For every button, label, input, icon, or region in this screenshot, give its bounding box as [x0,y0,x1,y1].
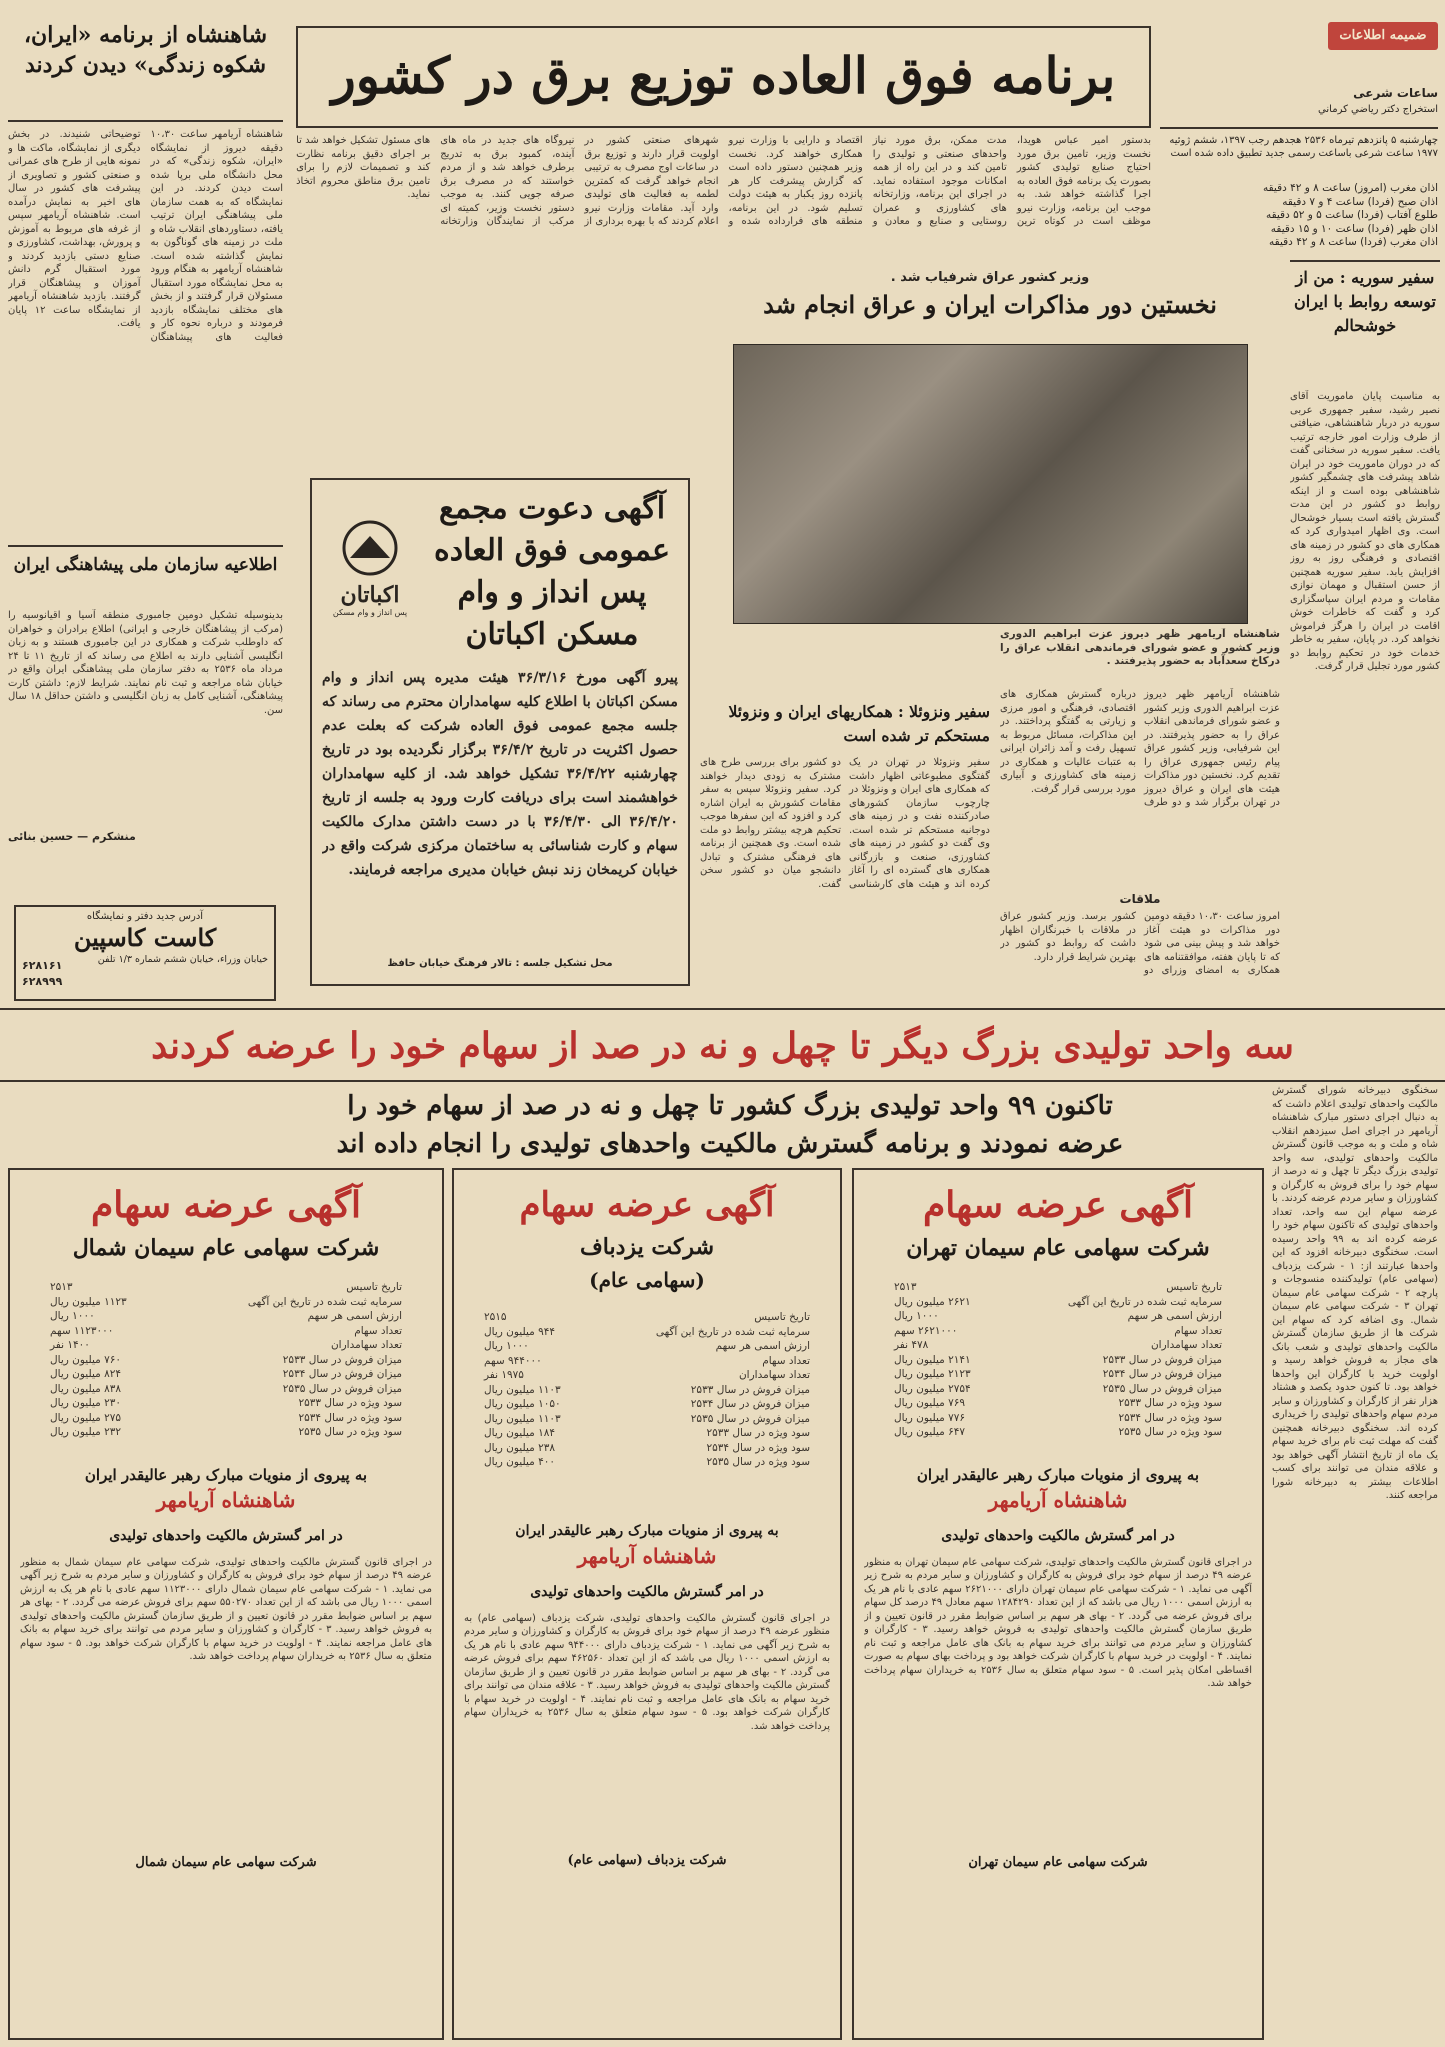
share-table-value: ۱۴۰۰ نفر [50,1339,90,1351]
share-table-value: ۲۵۱۵ [484,1311,507,1323]
caspian-phone1: ۶۲۸۱۶۱ [22,959,63,972]
share-table-value: ۶۴۷ میلیون ریال [894,1426,965,1438]
share-table-row [894,1280,1222,1295]
share-table-row [50,1411,402,1426]
share-table-row [894,1309,1222,1324]
share-ad-yazdbaf-company: شرکت یزدباف [580,1234,714,1260]
shah-visit-headline-text: شاهنشاه از برنامه «ایران، شکوه زندگی» دیدن کردند [23,22,268,78]
share-table-label: میزان فروش در سال ۲۵۳۵ [690,1412,810,1425]
banner-subline1: تاکنون ۹۹ واحد تولیدی بزرگ کشور تا چهل و نه در صد از سهام خود را [347,1091,1113,1121]
share-table-value: ۴۰۰ میلیون ریال [484,1456,555,1468]
caspian-address: خیابان وزراء، خیابان ششم شماره ۱/۳ تلفن [97,954,268,965]
share-ad-tehran-company: شرکت سهامی عام سیمان تهران [906,1235,1210,1261]
iraq-body2: امروز ساعت ۱۰،۳۰ دقیقه دومین دور مذاکرات دو هیئت آغاز خواهد شد و پیش بینی می شود که تا پایان هفته، موافقتنامه های همکاری به امضای وزرای دو کشور برسد. وزیر کشور عراق در ملاقات با خبرنگاران اظهار داشت که روابط دو کشور در بهترین شرایط قرار دارد. [1000,911,1280,976]
share-ad-tehran-sub: در امر گسترش مالکیت واحدهای تولیدی [941,1527,1175,1544]
top-left-story [8,20,283,540]
maskan-body: پیرو آگهی مورخ ۳۶/۳/۱۶ هیئت مدیره پس انداز و وام مسکن اکباتان با اطلاع کلیه سهامداران محترم می رساند که جلسه مجمع عمومی فوق العاده شرکت که بعلت عدم حصول اکثریت در تاریخ ۳۶/۴/۲ برگزار نگردیده بود در تاریخ چهارشنبه ۳۶/۴/۲۲ تشکیل خواهد شد. از کلیه سهامداران خواهشمند است برای دریافت کارت ورود به جلسه از تاریخ ۳۶/۴/۲۰ الی ۳۶/۴/۳۰ با در دست داشتن مدارک مالکیت سهام و کارت شناسائی به ساختمان مرکزی شرکت واقع در خیابان کریمخان زند نبش خیابان مدیری مراجعه فرمایند. [322,670,678,878]
share-table-label: سود ویژه در سال ۲۵۳۵ [1118,1426,1222,1438]
share-table-row [484,1426,810,1441]
shah-visit-body: شاهنشاه آریامهر ساعت ۱۰،۳۰ دقیقه دیروز از نمایشگاه «ایران، شکوه زندگی» که در محل دانشگاه ملی برپا شده است دیدن کردند. در این نمایشگاه که به همت سازمان ملی پیشاهنگی ایران ترتیب یافته، دستاوردهای انقلاب شاه و ملت در زمینه های گوناگون به نمایش گذاشته شده است. شاهنشاه آریامهر به هنگام ورود به محل نمایشگاه مورد استقبال مسئولان قرار گرفتند و از بخش های مختلف نمایشگاه بازدید فرمودند و درباره نحوه کار و فعالیت های پیشاهنگان توضیحاتی شنیدند. در بخش دیگری از نمایشگاه، ماکت ها و نمونه هایی از طرح های عمرانی و صنعتی کشور و تصاویری از پیشرفت های کشور در سال های اخیر به نمایش درآمده است. شاهنشاه آریامهر سپس از غرفه های مربوط به آموزش و پرورش، بهداشت، کشاورزی و صنایع دستی بازدید کردند و مورد استقبال گرم دانش آموزان و پیشاهنگان قرار گرفتند. بازدید شاهنشاه آریامهر از نمایشگاه ساعت ۱۲ پایان یافت. [8,129,283,343]
share-ad-tehran-pre: به پیروی از منویات مبارک رهبر عالیقدر ایران [916,1465,1200,1484]
share-table-row [484,1310,810,1325]
maskan-logo-icon [320,518,420,578]
syria-story [1290,260,1440,1000]
share-ad-yazdbaf-pre: به پیروی از منویات مبارک رهبر عالیقدر ایران [515,1522,779,1539]
caspian-small: آدرس جدید دفتر و نمایشگاه [86,911,204,922]
iraq-body: شاهنشاه آریامهر ظهر دیروز عزت ابراهیم الدوری وزیر کشور و عضو شورای فرماندهی انقلاب عراق را به حضور پذیرفتند. در این شرفیابی، وزیر کشور عراق پیام رئیس جمهوری عراق را تقدیم کرد. نخستین دور مذاکرات هیئت های ایران و عراق دیروز در تهران برگزار شد و دو طرف درباره گسترش همکاری های اقتصادی، فرهنگی و امور مرزی و زیارتی به گفتگو پرداختند. در این مذاکرات، مسائل مربوط به تسهیل رفت و آمد زائران ایرانی به عتبات عالیات و همکاری در زمینه های کشاورزی و آبیاری مورد بررسی قرار گرفت. [1000,689,1280,808]
caspian-phone2: ۶۲۸۹۹۹ [22,975,63,988]
share-table-label: میزان فروش در سال ۲۵۳۳ [690,1383,810,1396]
share-table-label: میزان فروش در سال ۲۵۳۵ [282,1382,402,1395]
share-ad-shomal-company: شرکت سهامی عام سیمان شمال [72,1235,380,1261]
masthead-subtitle: ساعات شرعی [1353,86,1438,100]
iraq-subhead: ملاقات [1119,892,1161,906]
share-table-label: تاریخ تاسیس [754,1311,810,1323]
share-table-row [894,1425,1222,1440]
syria-headline: سفیر سوریه : من از توسعه روابط با ایران خوشحالم [1294,268,1436,335]
masthead-subnote: استخراج دکتر رياضي كرماني [1318,104,1438,115]
share-table-row [894,1324,1222,1339]
share-ad-tehran-signature: شرکت سهامی عام سیمان تهران [968,1854,1148,1870]
share-ad-yazdbaf-company2: (سهامی عام) [589,1268,705,1292]
banner-headline: سه واحد تولیدی بزرگ دیگر تا چهل و نه در صد از سهام خود را عرضه کردند [151,1025,1294,1067]
share-ad-shomal [8,1168,444,2040]
syria-body: به مناسبت پایان ماموریت آقای نصیر رشید، سفیر جمهوری عربی سوریه در دربار شاهنشاهی، ضیافتی از طرف وزارت امور خارجه ترتیب یافت. سفیر سوریه در سخنانی گفت که در دوران ماموریت خود در ایران شاهد پیشرفت های چشمگیر کشور شاهنشاهی بوده است و از اینکه روابط دو کشور در این مدت گسترش یافته است بسیار خوشحال است. وی اظهار امیدواری کرد که همکاری های دو کشور در زمینه های اقتصادی و فرهنگی روز به روز افزایش یابد. سفیر سوریه همچنین از حسن استقبال و مهمان نوازی مقامات و مردم ایران سپاسگزاری کرد و گفت که خاطرات خوش اقامت در ایران را هرگز فراموش نخواهد کرد. در پایان، سفیر به خاطر خدمات خود در تحکیم روابط دو کشور مورد تجلیل قرار گرفت. [1290,391,1440,672]
share-table-row [894,1382,1222,1397]
share-table-value: ۴۷۸ نفر [894,1339,929,1351]
share-table-label: سرمایه ثبت شده در تاریخ این آگهی [247,1295,402,1308]
share-table-label: سود ویژه در سال ۲۵۳۳ [1118,1397,1222,1409]
prayer-time-line: اذان صبح (فردا) ساعت ۴ و ۷ دقیقه [1282,195,1438,208]
share-table-label: میزان فروش در سال ۲۵۳۴ [1102,1368,1222,1380]
share-table-label: میزان فروش در سال ۲۵۳۵ [1102,1382,1222,1395]
share-table-value: ۲۶۲۱۰۰۰ سهم [894,1324,958,1337]
share-table-value: ۲۱۴۱ میلیون ریال [894,1353,971,1366]
main-story [296,26,1151,276]
scout-notice-body: بدینوسیله تشکیل دومین جامبوری منطقه آسیا و اقیانوسیه را (مرکب از پیشاهنگان خارجی و ایرانی) اطلاع برادران و خواهران که داوطلب شرکت و همکاری در این جامبوری هستند و به زبان انگلیسی آشنایی دارند به اطلاع می رساند که از تاریخ ۱۱ تا ۲۴ مرداد ماه ۲۵۳۶ به دفتر سازمان ملی پیشاهنگی ایران واقع در خیابان شاه مراجعه و ثبت نام نمایند. شرایط لازم: داشتن کارت پیشاهنگی، آشنایی کامل به زبان انگلیسی و داشتن حداقل ۱۸ سال سن. [8,610,283,716]
share-table-label: میزان فروش در سال ۲۵۳۴ [282,1368,402,1380]
share-table-row [50,1353,402,1368]
share-table-label: تعداد سهامداران [1150,1339,1222,1351]
share-table-label: میزان فروش در سال ۲۵۳۳ [282,1353,402,1366]
share-table-value: ۱۱۲۳۰۰۰ سهم [50,1324,114,1337]
share-table-value: ۲۶۲۱ میلیون ریال [894,1295,971,1308]
share-table-label: سود ویژه در سال ۲۵۳۳ [298,1397,402,1409]
share-table-row [484,1397,810,1412]
masthead-date: چهارشنبه ۵ پانزدهم تیرماه ۲۵۳۶ هجدهم رجب ۱۳۹۷، ششم ژوئیه ۱۹۷۷ ساعت شرعی باساعت رسمی جدید تطبیق داده شده است [1169,135,1438,159]
share-table-row [484,1441,810,1456]
share-table-value: ۷۶۹ میلیون ریال [894,1397,965,1409]
share-table-value: ۲۳۸ میلیون ریال [484,1441,555,1454]
maskan-logo [320,518,420,628]
share-table-label: سود ویژه در سال ۲۵۳۴ [298,1411,402,1424]
share-table-row [50,1309,402,1324]
share-table-row [484,1368,810,1383]
share-ad-yazdbaf-shah: شاهنشاه آریامهر [577,1543,717,1568]
share-table-label: تعداد سهامداران [738,1369,810,1381]
maskan-ad [310,478,690,986]
share-table-label: میزان فروش در سال ۲۵۳۳ [1102,1353,1222,1366]
share-ad-tehran-title: آگهی عرضه سهام [922,1184,1194,1226]
share-table-row [50,1382,402,1397]
share-table-label: تعداد سهام [762,1354,810,1367]
share-table-row [894,1338,1222,1353]
scout-notice-signature: منشکرم — حسین بنائی [8,830,136,843]
caspian-ad [14,905,276,1001]
share-table-value: ۱۰۰۰ ریال [50,1310,95,1322]
share-table-row [484,1383,810,1398]
iraq-headline: نخستین دور مذاکرات ایران و عراق انجام شد [763,290,1217,319]
share-table-label: میزان فروش در سال ۲۵۳۴ [690,1398,810,1410]
share-table-value: ۹۴۴ میلیون ریال [484,1325,555,1338]
iraq-meeting-photo [733,344,1248,624]
share-table-value: ۱۰۰۰ ریال [484,1340,529,1352]
share-table-value: ۸۳۸ میلیون ریال [50,1382,121,1395]
share-table-row [50,1338,402,1353]
share-ad-shomal-pre: به پیروی از منویات مبارک رهبر عالیقدر ایران [84,1465,368,1484]
share-table-value: ۲۷۵۴ میلیون ریال [894,1382,971,1395]
caspian-brand: کاست کاسپین [73,923,217,952]
share-table-value: ۲۳۰ میلیون ریال [50,1397,121,1409]
banner-subline2: عرضه نمودند و برنامه گسترش مالکیت واحدهای تولیدی را انجام داده اند [336,1129,1124,1159]
share-table-label: ارزش اسمی هر سهم [715,1340,810,1352]
share-table-value: ۸۲۴ میلیون ریال [50,1368,121,1380]
iraq-kicker: وزیر کشور عراق شرفیاب شد . [890,270,1090,285]
share-ad-yazdbaf-sub: در امر گسترش مالکیت واحدهای تولیدی [530,1583,764,1600]
share-table-row [50,1425,402,1440]
share-ad-shomal-sub: در امر گسترش مالکیت واحدهای تولیدی [109,1527,343,1544]
banner-side-body: سخنگوی دبیرخانه شورای گسترش مالکیت واحدهای تولیدی اعلام داشت که به دنبال اجرای دستور مبارک شاهنشاه آریامهر در اجرای اصل سیزدهم انقلاب شاه و ملت و به موجب قانون گسترش مالکیت واحدهای تولیدی، سه واحد تولیدی بزرگ دیگر تا چهل و نه درصد از سهام خود را برای فروش به کارگران و کشاورزان و سایر مردم عرضه کردند. با عرضه سهام این سه واحد، تعداد واحدهای تولیدی که تاکنون سهام خود را عرضه کرده اند به ۹۹ واحد رسیده است. سخنگوی دبیرخانه افزود که این واحدها عبارتند از: ۱ - شرکت یزدباف (سهامی عام) تولیدکننده منسوجات و پارچه ۲ - شرکت سهامی عام سیمان تهران ۳ - شرکت سهامی عام سیمان شمال. وی اضافه کرد که سهام این شرکت ها از طریق سازمان گسترش مالکیت واحدهای تولیدی و شعب بانک های مجاز به فروش خواهد رسید و اولویت خرید با کارگران این واحدها خواهد بود. تا کنون حدود یکصد و هشتاد هزار نفر از کارگران و کشاورزان و سایر مردم سهام واحدهای تولیدی را خریداری کرده اند. سخنگوی دبیرخانه همچنین گفت که مهلت ثبت نام برای خرید سهام یک ماه از تاریخ انتشار آگهی خواهد بود و علاقه مندان می توانند برای کسب اطلاعات بیشتر به دبیرخانه شورا مراجعه کنند. [1272,1085,1438,1501]
share-table-value: ۱۱۲۳ میلیون ریال [50,1295,127,1308]
share-table-label: تاریخ تاسیس [1166,1281,1222,1293]
share-table-label: تاریخ تاسیس [346,1281,402,1293]
share-table-value: ۷۷۶ میلیون ریال [894,1411,965,1424]
share-ad-yazdbaf [452,1168,842,2040]
share-table-label: ارزش اسمی هر سهم [307,1310,402,1322]
share-ad-yazdbaf-signature: شرکت یزدباف (سهامی عام) [567,1852,727,1868]
main-story-body: بدستور امیر عباس هویدا، نخست وزیر، تامین برق مورد احتیاج صنایع تولیدی کشور بصورت یک برنامه فوق العاده به اجرا گذاشته خواهد شد. به موجب این برنامه، وزارت نیرو موظف است در کوتاه ترین مدت ممکن، برق مورد نیاز واحدهای صنعتی و تولیدی را تامین کند و در این راه از همه امکانات موجود استفاده نماید. در اجرای این برنامه، وزارتخانه های کشاورزی و عمران روستایی و صنایع و معادن و اقتصاد و دارایی با وزارت نیرو همکاری خواهند کرد. نخست وزیر همچنین دستور داده است که گزارش پیشرفت کار هر پانزده روز یکبار به هیئت دولت تسلیم شود. در این برنامه، منطقه های فرارداده شده و شهرهای صنعتی کشور در اولویت قرار دارند و توزیع برق در ساعات اوج مصرف به ترتیبی انجام خواهد گرفت که کمترین لطمه به فعالیت های تولیدی وارد آید. مقامات وزارت نیرو اعلام کردند که با بهره برداری از نیروگاه های جدید در ماه های آینده، کمبود برق به تدریج برطرف خواهد شد و از مردم خواستند که در مصرف برق صرفه جویی کنند. به موجب دستور نخست وزیر، کمیته ای مرکب از نمایندگان وزارتخانه های مسئول تشکیل خواهد شد تا بر اجرای دقیق برنامه نظارت کند و تصمیمات لازم را برای تامین برق مناطق محروم اتخاذ نماید. [296,135,1151,227]
share-table-row [50,1280,402,1295]
share-table-row [484,1412,810,1427]
share-table-row [894,1295,1222,1310]
share-ad-shomal-body: در اجرای قانون گسترش مالکیت واحدهای تولیدی، شرکت سهامی عام سیمان شمال به منظور عرضه ۴۹ درصد از سهام خود برای فروش به کارگران و کشاورزان و سایر مردم به شرح زیر آگهی می نماید. ۱ - شرکت سهامی عام سیمان شمال دارای ۱۱۲۳۰۰۰ سهم عادی با نام هر یک به ارزش اسمی ۱۰۰۰ ریال می باشد که از این تعداد ۵۵۰۲۷۰ سهم برای فروش عرضه می گردد. ۲ - بهای هر سهم بر اساس ضوابط مقرر در قانون تعیین و از طریق سازمان گسترش مالکیت واحدهای تولیدی به فروش خواهد رسید. ۳ - کارگران و کشاورزان و سایر مردم می توانند برای خرید سهام به بانک های عامل مراجعه نمایند. ۴ - اولویت در خرید سهام با کارگران شرکت خواهد بود. ۵ - سود سهام متعلق به سال ۲۵۳۶ به خریداران سهام پرداخت خواهد شد. [20,1556,432,1662]
share-ad-shomal-table [50,1280,402,1440]
share-table-row [894,1367,1222,1382]
share-ad-shomal-signature: شرکت سهامی عام سیمان شمال [135,1854,317,1870]
share-ad-yazdbaf-body: در اجرای قانون گسترش مالکیت واحدهای تولیدی، شرکت یزدباف (سهامی عام) به منظور عرضه ۴۹ درصد از سهام خود برای فروش به کارگران و کشاورزان و سایر مردم به شرح زیر آگهی می نماید. ۱ - شرکت یزدباف دارای ۹۴۴۰۰۰ سهم عادی با نام هر یک به ارزش اسمی ۱۰۰۰ ریال می باشد که از این تعداد ۴۶۲۵۶۰ سهم برای فروش عرضه می گردد. ۲ - بهای هر سهم بر اساس ضوابط مقرر در قانون تعیین و از طریق سازمان گسترش مالکیت واحدهای تولیدی به فروش خواهد رسید. ۳ - علاقه مندان می توانند برای خرید سهام به بانک های عامل مراجعه و ثبت نام نمایند. ۴ - اولویت در خرید سهام با کارگران شرکت خواهد بود. ۵ - سود سهام متعلق به سال ۲۵۳۶ به خریداران سهام پرداخت خواهد شد. [464,1612,830,1732]
scout-notice [8,545,283,875]
share-table-label: تعداد سهام [354,1324,402,1337]
maskan-title: آگهی دعوت مجمع عمومی فوق العاده پس انداز و وام مسکن اکباتان [434,491,670,652]
iraq-caption: شاهنشاه آریامهر ظهر دیروز عزت ابراهیم الدوری وزیر کشور و عضو شورای فرماندهی انقلاب عراق را درکاخ سعدآباد به حضور پذیرفتند . [1000,628,1280,667]
share-table-row [484,1455,810,1470]
share-table-value: ۱۰۵۰ میلیون ریال [484,1398,561,1410]
share-ad-yazdbaf-table [484,1310,810,1470]
masthead [1160,22,1438,254]
share-table-label: ارزش اسمی هر سهم [1127,1310,1222,1322]
share-table-row [50,1396,402,1411]
share-table-value: ۲۱۲۳ میلیون ریال [894,1368,971,1380]
share-table-row [484,1325,810,1340]
share-ad-tehran [852,1168,1264,2040]
share-table-row [50,1367,402,1382]
prayer-time-line: اذان مغرب (امروز) ساعت ۸ و ۴۲ دقیقه [1262,182,1438,194]
share-table-row [894,1411,1222,1426]
share-table-value: ۷۶۰ میلیون ریال [50,1353,121,1366]
share-table-label: سود ویژه در سال ۲۵۳۴ [706,1441,810,1454]
share-table-row [50,1295,402,1310]
share-table-label: سرمایه ثبت شده در تاریخ این آگهی [655,1325,810,1338]
share-table-value: ۲۵۱۳ [894,1281,917,1293]
share-table-label: سرمایه ثبت شده در تاریخ این آگهی [1067,1295,1222,1308]
share-table-value: ۱۹۷۵ نفر [484,1369,524,1381]
share-table-row [484,1354,810,1369]
prayer-time-line: اذان مغرب (فردا) ساعت ۸ و ۴۲ دقیقه [1269,236,1438,248]
share-ad-shomal-title: آگهی عرضه سهام [90,1184,362,1226]
share-table-row [894,1396,1222,1411]
share-table-row [50,1324,402,1339]
share-table-value: ۹۴۴۰۰۰ سهم [484,1354,542,1367]
prayer-time-line: طلوع آفتاب (فردا) ساعت ۵ و ۵۲ دقیقه [1265,209,1438,221]
share-table-value: ۱۱۰۳ میلیون ریال [484,1383,561,1396]
share-ad-tehran-table [894,1280,1222,1440]
share-table-row [894,1353,1222,1368]
share-table-label: تعداد سهام [1174,1324,1222,1337]
main-story-headline: برنامه فوق العاده توزیع برق در کشور [331,46,1116,105]
share-table-value: ۲۵۱۳ [50,1281,73,1293]
share-ad-shomal-shah: شاهنشاه آریامهر [156,1487,296,1512]
venezuela-story [700,700,990,1000]
share-ad-tehran-body: در اجرای قانون گسترش مالکیت واحدهای تولیدی، شرکت سهامی عام سیمان تهران به منظور عرضه ۴۹ درصد از سهام خود برای فروش به کارگران و کشاورزان و سایر مردم به شرح زیر آگهی می نماید. ۱ - شرکت سهامی عام سیمان تهران دارای ۲۶۲۱۰۰۰ سهم عادی با نام هر یک به ارزش اسمی ۱۰۰۰ ریال می باشد که از این تعداد ۱۲۸۴۲۹۰ سهم معادل ۴۹ درصد کل سهام برای فروش عرضه می گردد. ۲ - بهای هر سهم بر اساس ضوابط مقرر در قانون تعیین و از طریق سازمان گسترش مالکیت واحدهای تولیدی به فروش خواهد رسید. ۳ - کارگران و کشاورزان و سایر مردم می توانند برای خرید سهام به بانک های عامل مراجعه و ثبت نام نمایند. ۴ - اولویت در خرید سهام با کارگران شرکت خواهد بود و پرداخت بهای سهام به صورت اقساطی امکان پذیر است. ۵ - سود سهام متعلق به سال ۲۵۳۶ به خریداران سهام پرداخت خواهد شد. [864,1556,1252,1689]
share-table-value: ۲۳۲ میلیون ریال [50,1426,121,1438]
prayer-times [1160,182,1438,250]
share-table-label: سود ویژه در سال ۲۵۳۵ [298,1426,402,1438]
scout-notice-headline: اطلاعیه سازمان ملی پیشاهنگی ایران [13,555,278,575]
maskan-venue: محل تشکیل جلسه : تالار فرهنگ خیابان حافظ [387,958,613,969]
share-table-value: ۲۷۵ میلیون ریال [50,1411,121,1424]
share-table-value: ۱۰۰۰ ریال [894,1310,939,1322]
share-table-label: سود ویژه در سال ۲۵۳۳ [706,1427,810,1439]
share-ad-tehran-shah: شاهنشاه آریامهر [988,1487,1128,1512]
share-ad-yazdbaf-title: آگهی عرضه سهام [519,1185,775,1225]
maskan-logo-small: پس انداز و وام مسکن [332,608,408,617]
prayer-time-line: اذان ظهر (فردا) ساعت ۱۰ و ۱۵ دقیقه [1270,222,1438,235]
share-table-row [484,1339,810,1354]
share-table-value: ۱۸۴ میلیون ریال [484,1427,555,1439]
masthead-logo: ضمیمه اطلاعات [1328,22,1438,50]
venezuela-headline: سفیر ونزوئلا : همکاریهای ایران و ونزوئلا مستحکم تر شده است [728,702,990,745]
share-table-value: ۱۱۰۳ میلیون ریال [484,1412,561,1425]
maskan-logo-text: اکباتان [340,582,400,608]
share-table-label: سود ویژه در سال ۲۵۳۴ [1118,1411,1222,1424]
share-table-label: سود ویژه در سال ۲۵۳۵ [706,1456,810,1468]
share-table-label: تعداد سهامداران [330,1339,402,1351]
venezuela-body: سفیر ونزوئلا در تهران در یک گفتگوی مطبوعاتی اظهار داشت که همکاری های ایران و ونزوئلا در چارچوب سازمان کشورهای صادرکننده نفت و در زمینه های دوجانبه مستحکم تر شده است. وی گفت دو کشور در زمینه های کشاورزی، صنعت و بازرگانی همکاری های گسترده ای را آغاز کرده اند و هیئت های کارشناسی دو کشور برای بررسی طرح های مشترک به زودی دیدار خواهند کرد. سفیر ونزوئلا سپس به سفر مقامات کشورش به ایران اشاره کرد و افزود که این سفرها موجب تحکیم هرچه بیشتر روابط دو ملت شده است. وی همچنین از برنامه های فرهنگی مشترک و تبادل دانشجو میان دو کشور سخن گفت. [700,757,990,890]
shah-visit-headline [8,20,283,116]
